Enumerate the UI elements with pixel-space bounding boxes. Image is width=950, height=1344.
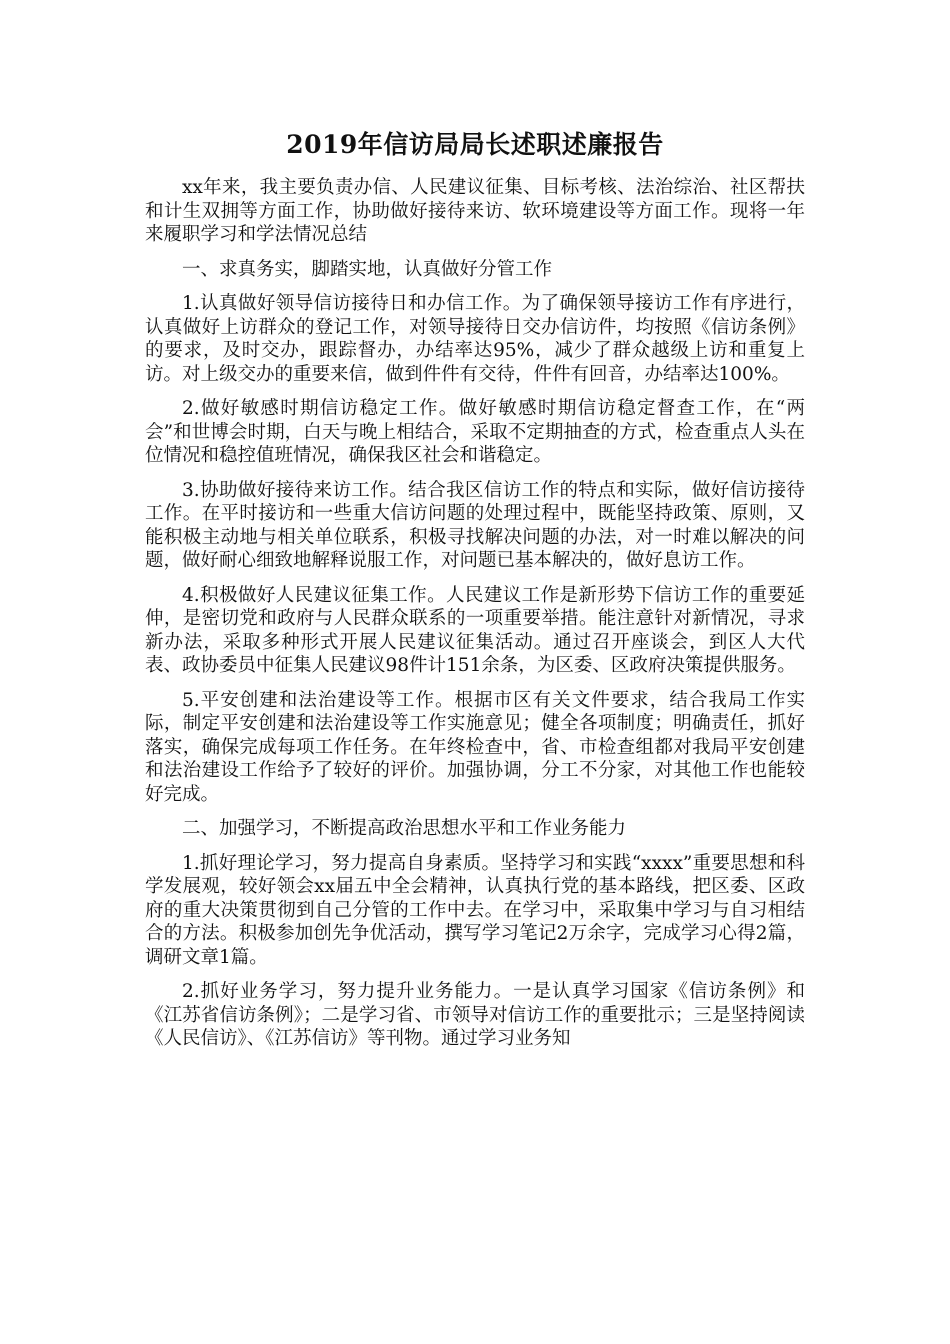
paragraph-2-2: 2.抓好业务学习，努力提升业务能力。一是认真学习国家《信访条例》和《江苏省信访条例》；二是学习省、市领导对信访工作的重要批示；三是坚持阅读《人民信访》、《江苏信访》等刊物。通过学习业务知 [145,981,805,1049]
paragraph-1-4: 4.积极做好人民建议征集工作。人民建议工作是新形势下信访工作的重要延伸，是密切党和政府与人民群众联系的一项重要举措。能注意针对新情况，寻求新办法，采取多种形式开展人民建议征集活动。通过召开座谈会，到区人大代表、政协委员中征集人民建议98件计151余条，为区委、区政府决策提供服务。 [145,584,805,676]
document-title: 2019年信访局局长述职述廉报告 [286,130,664,159]
section-heading-2: 二、加强学习，不断提高政治思想水平和工作业务能力 [182,818,627,839]
paragraph-1-1: 1.认真做好领导信访接待日和办信工作。为了确保领导接访工作有序进行，认真做好上访群众的登记工作，对领导接待日交办信访件，均按照《信访条例》的要求，及时交办，跟踪督办，办结率达95%，减少了群众越级上访和重复上访。对上级交办的重要来信，做到件件有交待，件件有回音，办结率达100%。 [145,293,805,385]
intro-paragraph: xx年来，我主要负责办信、人民建议征集、目标考核、法治综治、社区帮扶和计生双拥等方面工作，协助做好接待来访、软环境建设等方面工作。现将一年来履职学习和学法情况总结 [145,177,805,245]
paragraph-1-2: 2.做好敏感时期信访稳定工作。做好敏感时期信访稳定督查工作，在“两会”和世博会时期，白天与晚上相结合，采取不定期抽查的方式，检查重点人头在位情况和稳控值班情况，确保我区社会和谐稳定。 [145,398,805,466]
paragraph-1-3: 3.协助做好接待来访工作。结合我区信访工作的特点和实际，做好信访接待工作。在平时接访和一些重大信访问题的处理过程中，既能坚持政策、原则，又能积极主动地与相关单位联系，积极寻找解决问题的办法，对一时难以解决的问题，做好耐心细致地解释说服工作，对问题已基本解决的，做好息访工作。 [145,479,805,571]
section-heading-1: 一、求真务实，脚踏实地，认真做好分管工作 [182,258,553,280]
paragraph-2-1: 1.抓好理论学习，努力提高自身素质。坚持学习和实践“xxxx”重要思想和科学发展观，较好领会xx届五中全会精神，认真执行党的基本路线，把区委、区政府的重大决策贯彻到自己分管的工作中去。在学习中，采取集中学习与自习相结合的方法。积极参加创先争优活动，撰写学习笔记2万余字，完成学习心得2篇，调研文章1篇。 [145,852,805,968]
document-page [145,128,805,1062]
paragraph-1-5: 5.平安创建和法治建设等工作。根据市区有关文件要求，结合我局工作实际，制定平安创建和法治建设等工作实施意见；健全各项制度；明确责任，抓好落实，确保完成每项工作任务。在年终检查中，省、市检查组都对我局平安创建和法治建设工作给予了较好的评价。加强协调，分工不分家，对其他工作也能较好完成。 [145,689,805,805]
